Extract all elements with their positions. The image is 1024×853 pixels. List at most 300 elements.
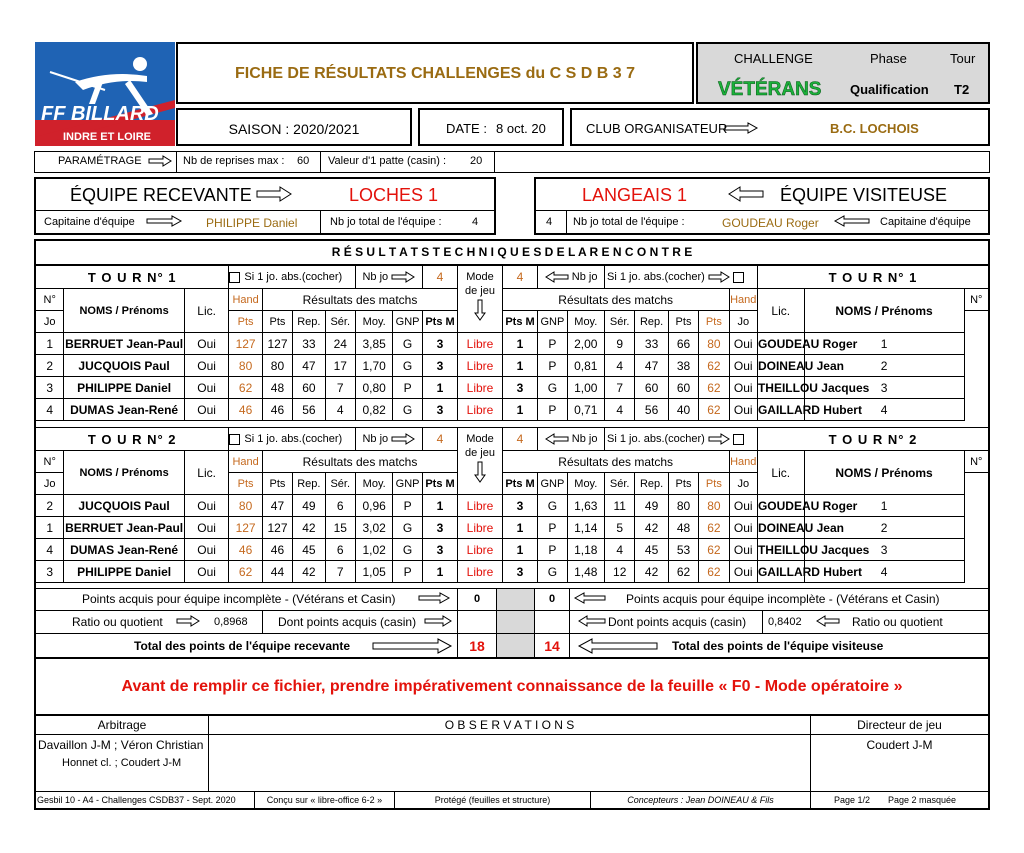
col-resultats: Résultats des matchs [262, 289, 457, 311]
cell-arep[interactable]: 42 [635, 561, 668, 583]
cell-hand[interactable]: 127 [229, 517, 262, 539]
col-lic: Lic. [757, 289, 804, 333]
arrow-right-icon [708, 433, 730, 445]
cell-hand[interactable]: 80 [229, 355, 262, 377]
col-resultats: Résultats des matchs [502, 451, 729, 473]
cell-aptsm[interactable]: 1 [502, 355, 537, 377]
cell-ahand[interactable]: 62 [699, 517, 729, 539]
nbjo-label: Nb jo [571, 270, 598, 283]
cell-apts[interactable]: 53 [668, 539, 698, 561]
away-team-name[interactable]: LANGEAIS 1 [582, 185, 688, 205]
home-captain-label: Capitaine d'équipe [44, 216, 135, 228]
cell-ser[interactable]: 7 [325, 377, 355, 399]
cell-arep[interactable]: 56 [635, 399, 668, 421]
cell-pts[interactable]: 47 [262, 495, 292, 517]
cell-aptsm[interactable]: 1 [502, 399, 537, 421]
col-ser: Sér. [325, 473, 355, 495]
arrow-right-icon [146, 215, 182, 227]
away-nbjo-label: Nb jo total de l'équipe : [573, 216, 685, 228]
cell-mode[interactable]: Libre [458, 333, 503, 355]
cell-alic[interactable]: Oui [729, 561, 757, 583]
col-n: N° [36, 289, 64, 311]
cell-ptsm[interactable]: 3 [422, 355, 457, 377]
mode-label: Mode [466, 271, 494, 283]
page-title: FICHE DE RÉSULTATS CHALLENGES du C S D B 3 7 [234, 65, 636, 82]
col-ptsm: Pts M [422, 473, 457, 495]
cell-moy[interactable]: 0,80 [355, 377, 392, 399]
cell-gnp[interactable]: G [393, 399, 422, 421]
cell-moy[interactable]: 0,96 [355, 495, 392, 517]
nbjo-away[interactable]: 4 [502, 428, 537, 451]
arrow-right-icon [256, 186, 292, 202]
col-moy: Moy. [567, 311, 604, 333]
home-casin-label: Dont points acquis (casin) [278, 615, 417, 629]
col-noms: NOMS / Prénoms [64, 289, 185, 333]
away-total-label: Total des points de l'équipe visiteuse [672, 639, 884, 653]
club-value[interactable]: B.C. LOCHOIS [830, 121, 919, 136]
warning-text: Avant de remplir ce fichier, prendre impérativement connaissance de la feuille « F0 - Mode opératoire » [121, 678, 903, 695]
cell-an[interactable]: 4 [804, 561, 964, 583]
arrow-right-icon [391, 433, 415, 445]
cell-n[interactable]: 3 [36, 377, 64, 399]
cell-lic[interactable]: Oui [184, 355, 229, 377]
away-ratio: 0,8402 [768, 616, 802, 628]
cell-agnp[interactable]: P [538, 539, 567, 561]
nbjo-home[interactable]: 4 [422, 428, 457, 451]
cell-aser[interactable]: 4 [605, 355, 635, 377]
tour1-title-right: T O U R N° 1 [757, 266, 988, 289]
cell-an[interactable]: 3 [804, 377, 964, 399]
cell-lic[interactable]: Oui [184, 539, 229, 561]
cell-alic[interactable]: Oui [729, 355, 757, 377]
home-team-name[interactable]: LOCHES 1 [349, 185, 439, 205]
col-pts: Pts [229, 311, 262, 333]
col-jo: Jo [729, 473, 757, 495]
center-divider [496, 588, 534, 657]
checkbox[interactable] [229, 272, 240, 283]
arrow-right-icon [424, 615, 452, 627]
cell-ser[interactable]: 6 [325, 495, 355, 517]
col-jo: Jo [36, 311, 64, 333]
cell-n[interactable]: 2 [36, 355, 64, 377]
patte-value[interactable]: 20 [470, 155, 483, 167]
cell-name[interactable]: DUMAS Jean-René [64, 539, 185, 561]
cell-mode[interactable]: Libre [458, 355, 503, 377]
nbjo-label: Nb jo [362, 432, 389, 445]
cell-mode[interactable]: Libre [458, 539, 503, 561]
cell-ptsm[interactable]: 3 [422, 399, 457, 421]
cell-hand[interactable]: 127 [229, 333, 262, 355]
cell-name[interactable]: JUCQUOIS Paul [64, 355, 185, 377]
cell-apts[interactable]: 40 [668, 399, 698, 421]
cell-apts[interactable]: 62 [668, 561, 698, 583]
arrow-left-icon [578, 615, 606, 627]
cell-ahand[interactable]: 62 [699, 539, 729, 561]
cell-ser[interactable]: 24 [325, 333, 355, 355]
logo-brand: FF BILLARD [41, 103, 159, 125]
cell-aser[interactable]: 4 [605, 539, 635, 561]
params-label: PARAMÉTRAGE [58, 155, 142, 167]
cell-an[interactable]: 2 [804, 355, 964, 377]
cell-alic[interactable]: Oui [729, 399, 757, 421]
col-rep: Rep. [635, 473, 668, 495]
observations-field[interactable] [210, 736, 808, 790]
cell-gnp[interactable]: P [393, 495, 422, 517]
arrow-down-icon [474, 461, 486, 483]
dejeu-label: de jeu [465, 285, 495, 298]
cell-n[interactable]: 4 [36, 399, 64, 421]
col-ptsm: Pts M [502, 311, 537, 333]
cell-agnp[interactable]: P [538, 355, 567, 377]
col-rep: Rep. [293, 473, 325, 495]
cell-an[interactable]: 4 [804, 399, 964, 421]
arbitres-line2[interactable]: Honnet cl. ; Coudert J-M [62, 757, 182, 769]
col-ser: Sér. [325, 311, 355, 333]
table-row [36, 517, 989, 539]
cell-lic[interactable]: Oui [184, 377, 229, 399]
cell-hand[interactable]: 62 [229, 377, 262, 399]
footer-software: Conçu sur « libre-office 6-2 » [266, 795, 383, 805]
cell-rep[interactable]: 42 [293, 561, 325, 583]
cell-gnp[interactable]: G [393, 517, 422, 539]
cell-aser[interactable]: 11 [605, 495, 635, 517]
home-captain[interactable]: PHILIPPE Daniel [206, 216, 298, 230]
footer-protected: Protégé (feuilles et structure) [434, 795, 551, 805]
col-lic: Lic. [757, 451, 804, 495]
col-resultats: Résultats des matchs [502, 289, 729, 311]
cell-apts[interactable]: 66 [668, 333, 698, 355]
cell-agnp[interactable]: P [538, 399, 567, 421]
cell-aser[interactable]: 5 [605, 517, 635, 539]
home-total-label: Total des points de l'équipe recevante [134, 639, 351, 653]
arbitres-line1[interactable]: Davaillon J-M ; Véron Christian [38, 738, 204, 752]
abs-label: Si 1 jo. abs.(cocher) [244, 433, 343, 445]
tour1-table [35, 265, 989, 421]
ff-billard-logo [35, 42, 175, 146]
col-resultats: Résultats des matchs [262, 451, 457, 473]
cell-aser[interactable]: 7 [605, 377, 635, 399]
away-nbjo[interactable]: 4 [546, 216, 553, 228]
cell-aname[interactable]: DOINEAU Jean [757, 517, 804, 539]
footer-version: Gesbil 10 - A4 - Challenges CSDB37 - Sept. 2020 [37, 795, 236, 805]
cell-amoy[interactable]: 1,18 [567, 539, 604, 561]
cell-pts[interactable]: 80 [262, 355, 292, 377]
cell-apts[interactable]: 80 [668, 495, 698, 517]
abs-label: Si 1 jo. abs.(cocher) [607, 432, 705, 445]
cell-alic[interactable]: Oui [729, 377, 757, 399]
cell-amoy[interactable]: 0,81 [567, 355, 604, 377]
cell-mode[interactable]: Libre [458, 377, 503, 399]
cell-aptsm[interactable]: 3 [502, 377, 537, 399]
cell-n[interactable]: 4 [36, 539, 64, 561]
cell-lic[interactable]: Oui [184, 495, 229, 517]
home-incomplete-label: Points acquis pour équipe incomplète - (Vétérans et Casin) [82, 592, 396, 606]
arrow-right-icon [724, 122, 758, 134]
col-n: N° [964, 289, 988, 311]
cell-name[interactable]: BERRUET Jean-Paul [64, 517, 185, 539]
cell-gnp[interactable]: P [393, 561, 422, 583]
cell-pts[interactable]: 46 [262, 539, 292, 561]
cell-ahand[interactable]: 62 [699, 355, 729, 377]
cell-lic[interactable]: Oui [184, 399, 229, 421]
cell-ser[interactable]: 7 [325, 561, 355, 583]
cell-aptsm[interactable]: 1 [502, 539, 537, 561]
cell-amoy[interactable]: 1,63 [567, 495, 604, 517]
cell-alic[interactable]: Oui [729, 517, 757, 539]
cell-mode[interactable]: Libre [458, 517, 503, 539]
col-jo: Jo [729, 311, 757, 333]
cell-arep[interactable]: 45 [635, 539, 668, 561]
arrow-right-icon [418, 592, 450, 604]
cell-rep[interactable]: 56 [293, 399, 325, 421]
nbjo-label: Nb jo [571, 432, 598, 445]
cell-ptsm[interactable]: 3 [422, 517, 457, 539]
tour-label: Tour [950, 51, 976, 66]
cell-moy[interactable]: 3,02 [355, 517, 392, 539]
col-gnp: GNP [393, 473, 422, 495]
cell-ahand[interactable]: 80 [699, 495, 729, 517]
reprises-label: Nb de reprises max : [183, 155, 285, 167]
cell-amoy[interactable]: 0,71 [567, 399, 604, 421]
cell-an[interactable]: 1 [804, 495, 964, 517]
cell-rep[interactable]: 45 [293, 539, 325, 561]
cell-mode[interactable]: Libre [458, 495, 503, 517]
cell-aptsm[interactable]: 3 [502, 561, 537, 583]
cell-name[interactable]: BERRUET Jean-Paul [64, 333, 185, 355]
cell-arep[interactable]: 60 [635, 377, 668, 399]
cell-n[interactable]: 1 [36, 517, 64, 539]
arrow-right-icon [708, 271, 730, 283]
cell-agnp[interactable]: P [538, 333, 567, 355]
cell-name[interactable]: DUMAS Jean-René [64, 399, 185, 421]
cell-ahand[interactable]: 62 [699, 561, 729, 583]
cell-moy[interactable]: 1,02 [355, 539, 392, 561]
cell-name[interactable]: PHILIPPE Daniel [64, 377, 185, 399]
abs-label: Si 1 jo. abs.(cocher) [607, 270, 705, 283]
tour-value: T2 [954, 82, 970, 97]
cell-rep[interactable]: 33 [293, 333, 325, 355]
arbitrage-label: Arbitrage [97, 718, 147, 732]
cell-aname[interactable]: GAILLARD Hubert [757, 399, 804, 421]
cell-ahand[interactable]: 62 [699, 399, 729, 421]
cell-pts[interactable]: 46 [262, 399, 292, 421]
table-row [36, 399, 989, 421]
home-incomplete[interactable]: 0 [473, 593, 481, 605]
cell-hand[interactable]: 80 [229, 495, 262, 517]
cell-ptsm[interactable]: 1 [422, 377, 457, 399]
cell-pts[interactable]: 44 [262, 561, 292, 583]
mode-label: Mode [466, 433, 494, 445]
cell-aser[interactable]: 12 [605, 561, 635, 583]
arrow-right-icon [391, 271, 415, 283]
cell-alic[interactable]: Oui [729, 539, 757, 561]
cell-n[interactable]: 2 [36, 495, 64, 517]
cell-alic[interactable]: Oui [729, 495, 757, 517]
cell-aser[interactable]: 4 [605, 399, 635, 421]
col-moy: Moy. [567, 473, 604, 495]
cell-hand[interactable]: 46 [229, 399, 262, 421]
home-nbjo-label: Nb jo total de l'équipe : [330, 216, 442, 228]
cell-ptsm[interactable]: 3 [422, 333, 457, 355]
arrow-right-icon [148, 155, 172, 167]
cell-amoy[interactable]: 1,14 [567, 517, 604, 539]
cell-arep[interactable]: 33 [635, 333, 668, 355]
date-box [418, 108, 564, 146]
col-gnp: GNP [393, 311, 422, 333]
cell-aname[interactable]: DOINEAU Jean [757, 355, 804, 377]
cell-aname[interactable]: GOUDEAU Roger [757, 333, 804, 355]
cell-name[interactable]: PHILIPPE Daniel [64, 561, 185, 583]
saison-box [176, 108, 412, 146]
away-captain[interactable]: GOUDEAU Roger [722, 216, 819, 230]
cell-ptsm[interactable]: 1 [422, 495, 457, 517]
arrow-right-icon [372, 638, 452, 654]
cell-n[interactable]: 3 [36, 561, 64, 583]
home-total[interactable]: 18 [469, 638, 485, 654]
cell-rep[interactable]: 60 [293, 377, 325, 399]
cell-alic[interactable]: Oui [729, 333, 757, 355]
col-hand: Hand [729, 289, 757, 311]
col-moy: Moy. [355, 473, 392, 495]
cell-ser[interactable]: 4 [325, 399, 355, 421]
tour2-title-right: T O U R N° 2 [757, 428, 988, 451]
cell-lic[interactable]: Oui [184, 333, 229, 355]
saison-text: SAISON : 2020/2021 [228, 121, 360, 137]
checkbox[interactable] [733, 272, 744, 283]
cell-aptsm[interactable]: 1 [502, 517, 537, 539]
cell-agnp[interactable]: G [538, 495, 567, 517]
col-noms: NOMS / Prénoms [64, 451, 185, 495]
cell-ptsm[interactable]: 3 [422, 539, 457, 561]
cell-moy[interactable]: 0,82 [355, 399, 392, 421]
cell-amoy[interactable]: 1,48 [567, 561, 604, 583]
cell-moy[interactable]: 1,70 [355, 355, 392, 377]
cell-aname[interactable]: GOUDEAU Roger [757, 495, 804, 517]
col-noms: NOMS / Prénoms [804, 289, 964, 333]
cell-moy[interactable]: 1,05 [355, 561, 392, 583]
cell-arep[interactable]: 49 [635, 495, 668, 517]
cell-arep[interactable]: 42 [635, 517, 668, 539]
footer-page: Page 1/2 [834, 795, 871, 805]
cell-aname[interactable]: THEILLOU Jacques [757, 377, 804, 399]
away-captain-label: Capitaine d'équipe [880, 216, 971, 228]
cell-an[interactable]: 3 [804, 539, 964, 561]
reprises-value[interactable]: 60 [297, 155, 310, 167]
table-row [36, 495, 989, 517]
cell-arep[interactable]: 47 [635, 355, 668, 377]
cell-apts[interactable]: 48 [668, 517, 698, 539]
date-label: DATE : [446, 121, 487, 136]
cell-moy[interactable]: 3,85 [355, 333, 392, 355]
col-moy: Moy. [355, 311, 392, 333]
cell-ser[interactable]: 6 [325, 539, 355, 561]
cell-pts[interactable]: 127 [262, 517, 292, 539]
cell-mode[interactable]: Libre [458, 399, 503, 421]
cell-hand[interactable]: 46 [229, 539, 262, 561]
cell-aser[interactable]: 9 [605, 333, 635, 355]
cell-ser[interactable]: 17 [325, 355, 355, 377]
cell-aptsm[interactable]: 1 [502, 333, 537, 355]
cell-apts[interactable]: 38 [668, 355, 698, 377]
cell-lic[interactable]: Oui [184, 517, 229, 539]
cell-pts[interactable]: 127 [262, 333, 292, 355]
cell-gnp[interactable]: G [393, 355, 422, 377]
table-row [36, 333, 989, 355]
club-label: CLUB ORGANISATEUR [586, 121, 728, 136]
home-nbjo[interactable]: 4 [472, 216, 479, 228]
cell-amoy[interactable]: 2,00 [567, 333, 604, 355]
cell-lic[interactable]: Oui [184, 561, 229, 583]
cell-n[interactable]: 1 [36, 333, 64, 355]
title-box [176, 42, 694, 104]
cell-mode[interactable]: Libre [458, 561, 503, 583]
cell-aname[interactable]: GAILLARD Hubert [757, 561, 804, 583]
away-total[interactable]: 14 [544, 638, 560, 654]
col-gnp: GNP [538, 311, 567, 333]
cell-ser[interactable]: 15 [325, 517, 355, 539]
cell-ahand[interactable]: 62 [699, 377, 729, 399]
table-row [36, 539, 989, 561]
date-value[interactable]: 8 oct. 20 [496, 121, 546, 136]
tour1-title: T O U R N° 1 [36, 266, 229, 289]
cell-hand[interactable]: 62 [229, 561, 262, 583]
cell-apts[interactable]: 60 [668, 377, 698, 399]
col-hand: Hand [229, 289, 262, 311]
away-incomplete[interactable]: 0 [548, 593, 556, 605]
checkbox[interactable] [733, 434, 744, 445]
cell-rep[interactable]: 49 [293, 495, 325, 517]
cell-pts[interactable]: 48 [262, 377, 292, 399]
cell-rep[interactable]: 42 [293, 517, 325, 539]
col-ptsm: Pts M [502, 473, 537, 495]
cell-name[interactable]: JUCQUOIS Paul [64, 495, 185, 517]
away-incomplete-label: Points acquis pour équipe incomplète - (Vétérans et Casin) [626, 592, 940, 606]
away-casin-label: Dont points acquis (casin) [608, 615, 747, 629]
home-ratio-label: Ratio ou quotient [72, 615, 163, 629]
cell-agnp[interactable]: G [538, 377, 567, 399]
col-ser: Sér. [605, 473, 635, 495]
cell-ptsm[interactable]: 1 [422, 561, 457, 583]
cell-agnp[interactable]: G [538, 561, 567, 583]
cell-gnp[interactable]: G [393, 539, 422, 561]
cell-gnp[interactable]: P [393, 377, 422, 399]
footer-designers: Concepteurs : Jean DOINEAU & Fils [627, 795, 774, 805]
col-hand: Hand [229, 451, 262, 473]
col-n: N° [964, 451, 988, 473]
nbjo-away[interactable]: 4 [502, 266, 537, 289]
cell-an[interactable]: 1 [804, 333, 964, 355]
cell-rep[interactable]: 47 [293, 355, 325, 377]
checkbox[interactable] [229, 434, 240, 445]
col-gnp: GNP [538, 473, 567, 495]
cell-aptsm[interactable]: 3 [502, 495, 537, 517]
cell-amoy[interactable]: 1,00 [567, 377, 604, 399]
home-team-label: ÉQUIPE RECEVANTE [70, 185, 252, 205]
cell-gnp[interactable]: G [393, 333, 422, 355]
patte-label: Valeur d'1 patte (casin) : [328, 155, 447, 167]
nbjo-home[interactable]: 4 [422, 266, 457, 289]
arrow-left-icon [545, 433, 569, 445]
col-pts: Pts [229, 473, 262, 495]
cell-an[interactable]: 2 [804, 517, 964, 539]
arrow-left-icon [545, 271, 569, 283]
club-box [570, 108, 990, 146]
directeur-name[interactable]: Coudert J-M [866, 738, 933, 752]
cell-agnp[interactable]: P [538, 517, 567, 539]
cell-aname[interactable]: THEILLOU Jacques [757, 539, 804, 561]
col-ser: Sér. [605, 311, 635, 333]
cell-ahand[interactable]: 80 [699, 333, 729, 355]
